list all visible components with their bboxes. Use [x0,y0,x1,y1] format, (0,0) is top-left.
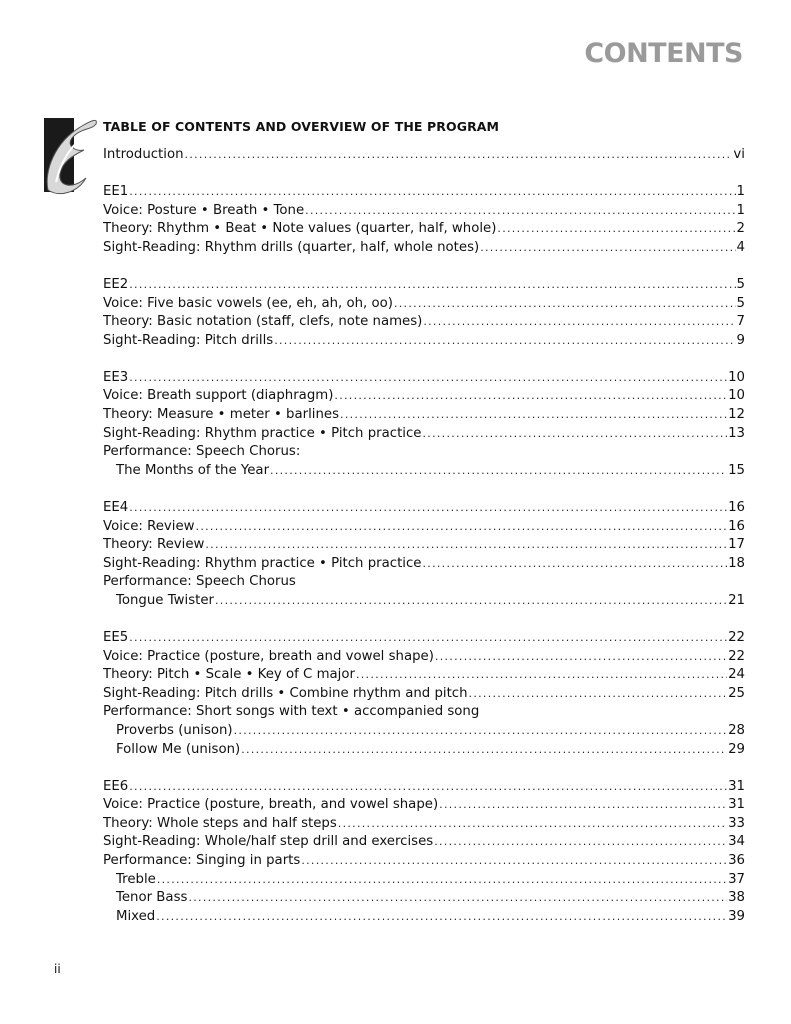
toc-entry-label: Voice: Five basic vowels (ee, eh, ah, oh, oo) [103,295,393,311]
toc-entry-label: Sight-Reading: Rhythm drills (quarter, half, whole notes) [103,239,480,255]
toc-entry-label: Sight-Reading: Rhythm practice • Pitch practice [103,555,422,571]
toc-entry [103,406,745,425]
toc-entry [103,852,745,871]
toc-entry [103,518,745,537]
toc-entry-label: Voice: Practice (posture, breath and vowel shape) [103,648,434,664]
toc-entry-label: Theory: Pitch • Scale • Key of C major [103,667,355,683]
toc-leader-dots [241,741,727,760]
toc-entry [103,889,745,908]
toc-group [103,183,745,257]
toc-entry-label: Sight-Reading: Pitch drills [103,332,274,348]
toc-entry [103,778,745,797]
toc-entry-label: Treble [116,871,156,887]
toc-entry-label: EE2 [103,276,129,292]
toc-entry-label: Follow Me (unison) [116,741,241,757]
toc-leader-dots [129,499,727,518]
toc-entry [103,703,745,722]
toc-entry-label: Sight-Reading: Pitch drills • Combine rhythm and pitch [103,685,468,701]
toc-entry [103,573,745,592]
toc-entry [103,295,745,314]
toc-leader-dots [439,796,727,815]
toc-leader-dots [196,518,728,537]
toc-entry-label: Performance: Short songs with text • accompanied song [103,704,480,720]
toc-group [103,276,745,350]
toc-entry-page: 5 [736,295,745,311]
toc-leader-dots [423,313,735,332]
toc-entry-page: 21 [728,592,745,608]
toc-entry [103,722,745,741]
toc-entry-page: 16 [728,499,745,515]
toc-entry-page: 15 [728,462,745,478]
toc-leader-dots [129,629,727,648]
toc-entry-page: 16 [728,518,745,534]
toc-entry [103,313,745,332]
toc-entry-label: Sight-Reading: Rhythm practice • Pitch practice [103,425,422,441]
toc-entry-page: 34 [728,834,745,850]
toc-entry-page: 38 [728,890,745,906]
toc-entry-page: 1 [736,184,745,200]
toc-entry-page: 13 [728,425,745,441]
toc-entry-label: Theory: Basic notation (staff, clefs, note names) [103,314,423,330]
toc-entry-page: 22 [728,648,745,664]
toc-entry [103,741,745,760]
toc-entry-page: 5 [736,276,745,292]
toc-leader-dots [305,202,735,221]
toc-entry [103,796,745,815]
toc-entry-page: 1 [736,202,745,218]
toc-entry [103,369,745,388]
toc-entry [103,815,745,834]
page-number: ii [54,962,61,976]
toc-entry-page: 28 [728,722,745,738]
toc-entry-label: Theory: Rhythm • Beat • Note values (quarter, half, whole) [103,221,497,237]
toc-entry-page: 10 [728,388,745,404]
toc-entry-label: EE4 [103,499,129,515]
toc-leader-dots [334,387,727,406]
toc-leader-dots [129,369,727,388]
toc-entry [103,443,745,462]
toc-entry [103,555,745,574]
toc-entry [103,332,745,351]
toc-entry-label: EE3 [103,369,129,385]
toc-entry-page: 22 [728,629,745,645]
toc-entry-label: Voice: Posture • Breath • Tone [103,202,305,218]
toc-entry-page: 9 [736,332,745,348]
toc-entry-page: 4 [736,239,745,255]
toc-entry [103,666,745,685]
toc-entry [103,648,745,667]
toc-entry [103,592,745,611]
toc-entry-label: Voice: Breath support (diaphragm) [103,388,334,404]
essential-elements-logo-icon [42,112,100,198]
toc-entry-label: Tenor Bass [116,890,188,906]
toc-group [103,146,745,165]
toc-entry-page: 25 [728,685,745,701]
toc-leader-dots [129,183,735,202]
toc-entry-page: 39 [728,908,745,924]
toc-entry-label: Performance: Speech Chorus: [103,444,301,460]
toc-entry-label: EE5 [103,629,129,645]
toc-entry-page: 31 [728,778,745,794]
toc-leader-dots [274,332,735,351]
toc-leader-dots [270,462,727,481]
page-heading: CONTENTS [584,38,743,69]
toc-leader-dots [394,295,736,314]
toc-group [103,369,745,481]
toc-entry-page: 24 [728,667,745,683]
toc-entry [103,499,745,518]
toc-entry [103,425,745,444]
toc-leader-dots [422,425,727,444]
toc-entry [103,871,745,890]
toc-entry-label: Performance: Speech Chorus [103,574,296,590]
toc-group [103,499,745,611]
toc-leader-dots [234,722,727,741]
toc-entry-label: Tongue Twister [116,592,214,608]
toc-entry-label: Sight-Reading: Whole/half step drill and exercises [103,834,434,850]
toc-entry-page: 7 [736,314,745,330]
toc-entry-label: Theory: Measure • meter • barlines [103,407,340,423]
toc-entry [103,629,745,648]
toc-entry [103,239,745,258]
toc-entry-page: 31 [728,797,745,813]
toc-entry-label: EE1 [103,184,129,200]
toc-entry [103,276,745,295]
toc-entry-label: Mixed [116,908,156,924]
toc-leader-dots [422,555,727,574]
toc-entry-page: 10 [728,369,745,385]
toc-leader-dots [356,666,727,685]
toc-entry-label: Proverbs (unison) [116,722,233,738]
toc-entry-page: 12 [728,407,745,423]
toc-entry-label: Introduction [103,147,184,162]
toc-entry-page: 2 [736,221,745,237]
toc-leader-dots [301,852,727,871]
toc-entry [103,536,745,555]
toc-leader-dots [129,778,727,797]
toc-entry-label: EE6 [103,778,129,794]
toc-leader-dots [435,648,727,667]
toc-entry-label: Theory: Review [103,537,205,553]
section-title: TABLE OF CONTENTS AND OVERVIEW OF THE PROGRAM [103,119,500,134]
toc-entry-label: Performance: Singing in parts [103,853,301,868]
toc-entry-page: 36 [728,853,745,868]
toc-entry [103,833,745,852]
table-of-contents [103,146,745,926]
toc-leader-dots [340,406,727,425]
toc-entry-label: The Months of the Year [116,462,270,478]
toc-entry-label: Voice: Review [103,518,195,534]
toc-entry-page: vi [733,147,745,162]
toc-entry [103,202,745,221]
toc-leader-dots [129,276,735,295]
toc-entry-label: Theory: Whole steps and half steps [103,815,337,831]
toc-entry [103,387,745,406]
toc-leader-dots [469,685,728,704]
toc-entry-page: 29 [728,741,745,757]
toc-leader-dots [188,889,727,908]
toc-leader-dots [497,220,735,239]
toc-leader-dots [157,871,727,890]
toc-entry [103,685,745,704]
toc-entry-page: 18 [728,555,745,571]
toc-entry [103,220,745,239]
toc-group [103,778,745,927]
toc-leader-dots [215,592,727,611]
toc-entry-label: Voice: Practice (posture, breath, and vowel shape) [103,797,439,813]
toc-entry [103,146,745,165]
toc-leader-dots [338,815,727,834]
toc-entry [103,908,745,927]
toc-group [103,629,745,759]
toc-leader-dots [156,908,727,927]
toc-leader-dots [185,146,733,165]
toc-entry-page: 33 [728,815,745,831]
toc-leader-dots [434,833,727,852]
toc-entry [103,183,745,202]
toc-entry-page: 37 [728,871,745,887]
toc-leader-dots [480,239,735,258]
toc-entry [103,462,745,481]
toc-entry-page: 17 [728,537,745,553]
toc-leader-dots [205,536,727,555]
